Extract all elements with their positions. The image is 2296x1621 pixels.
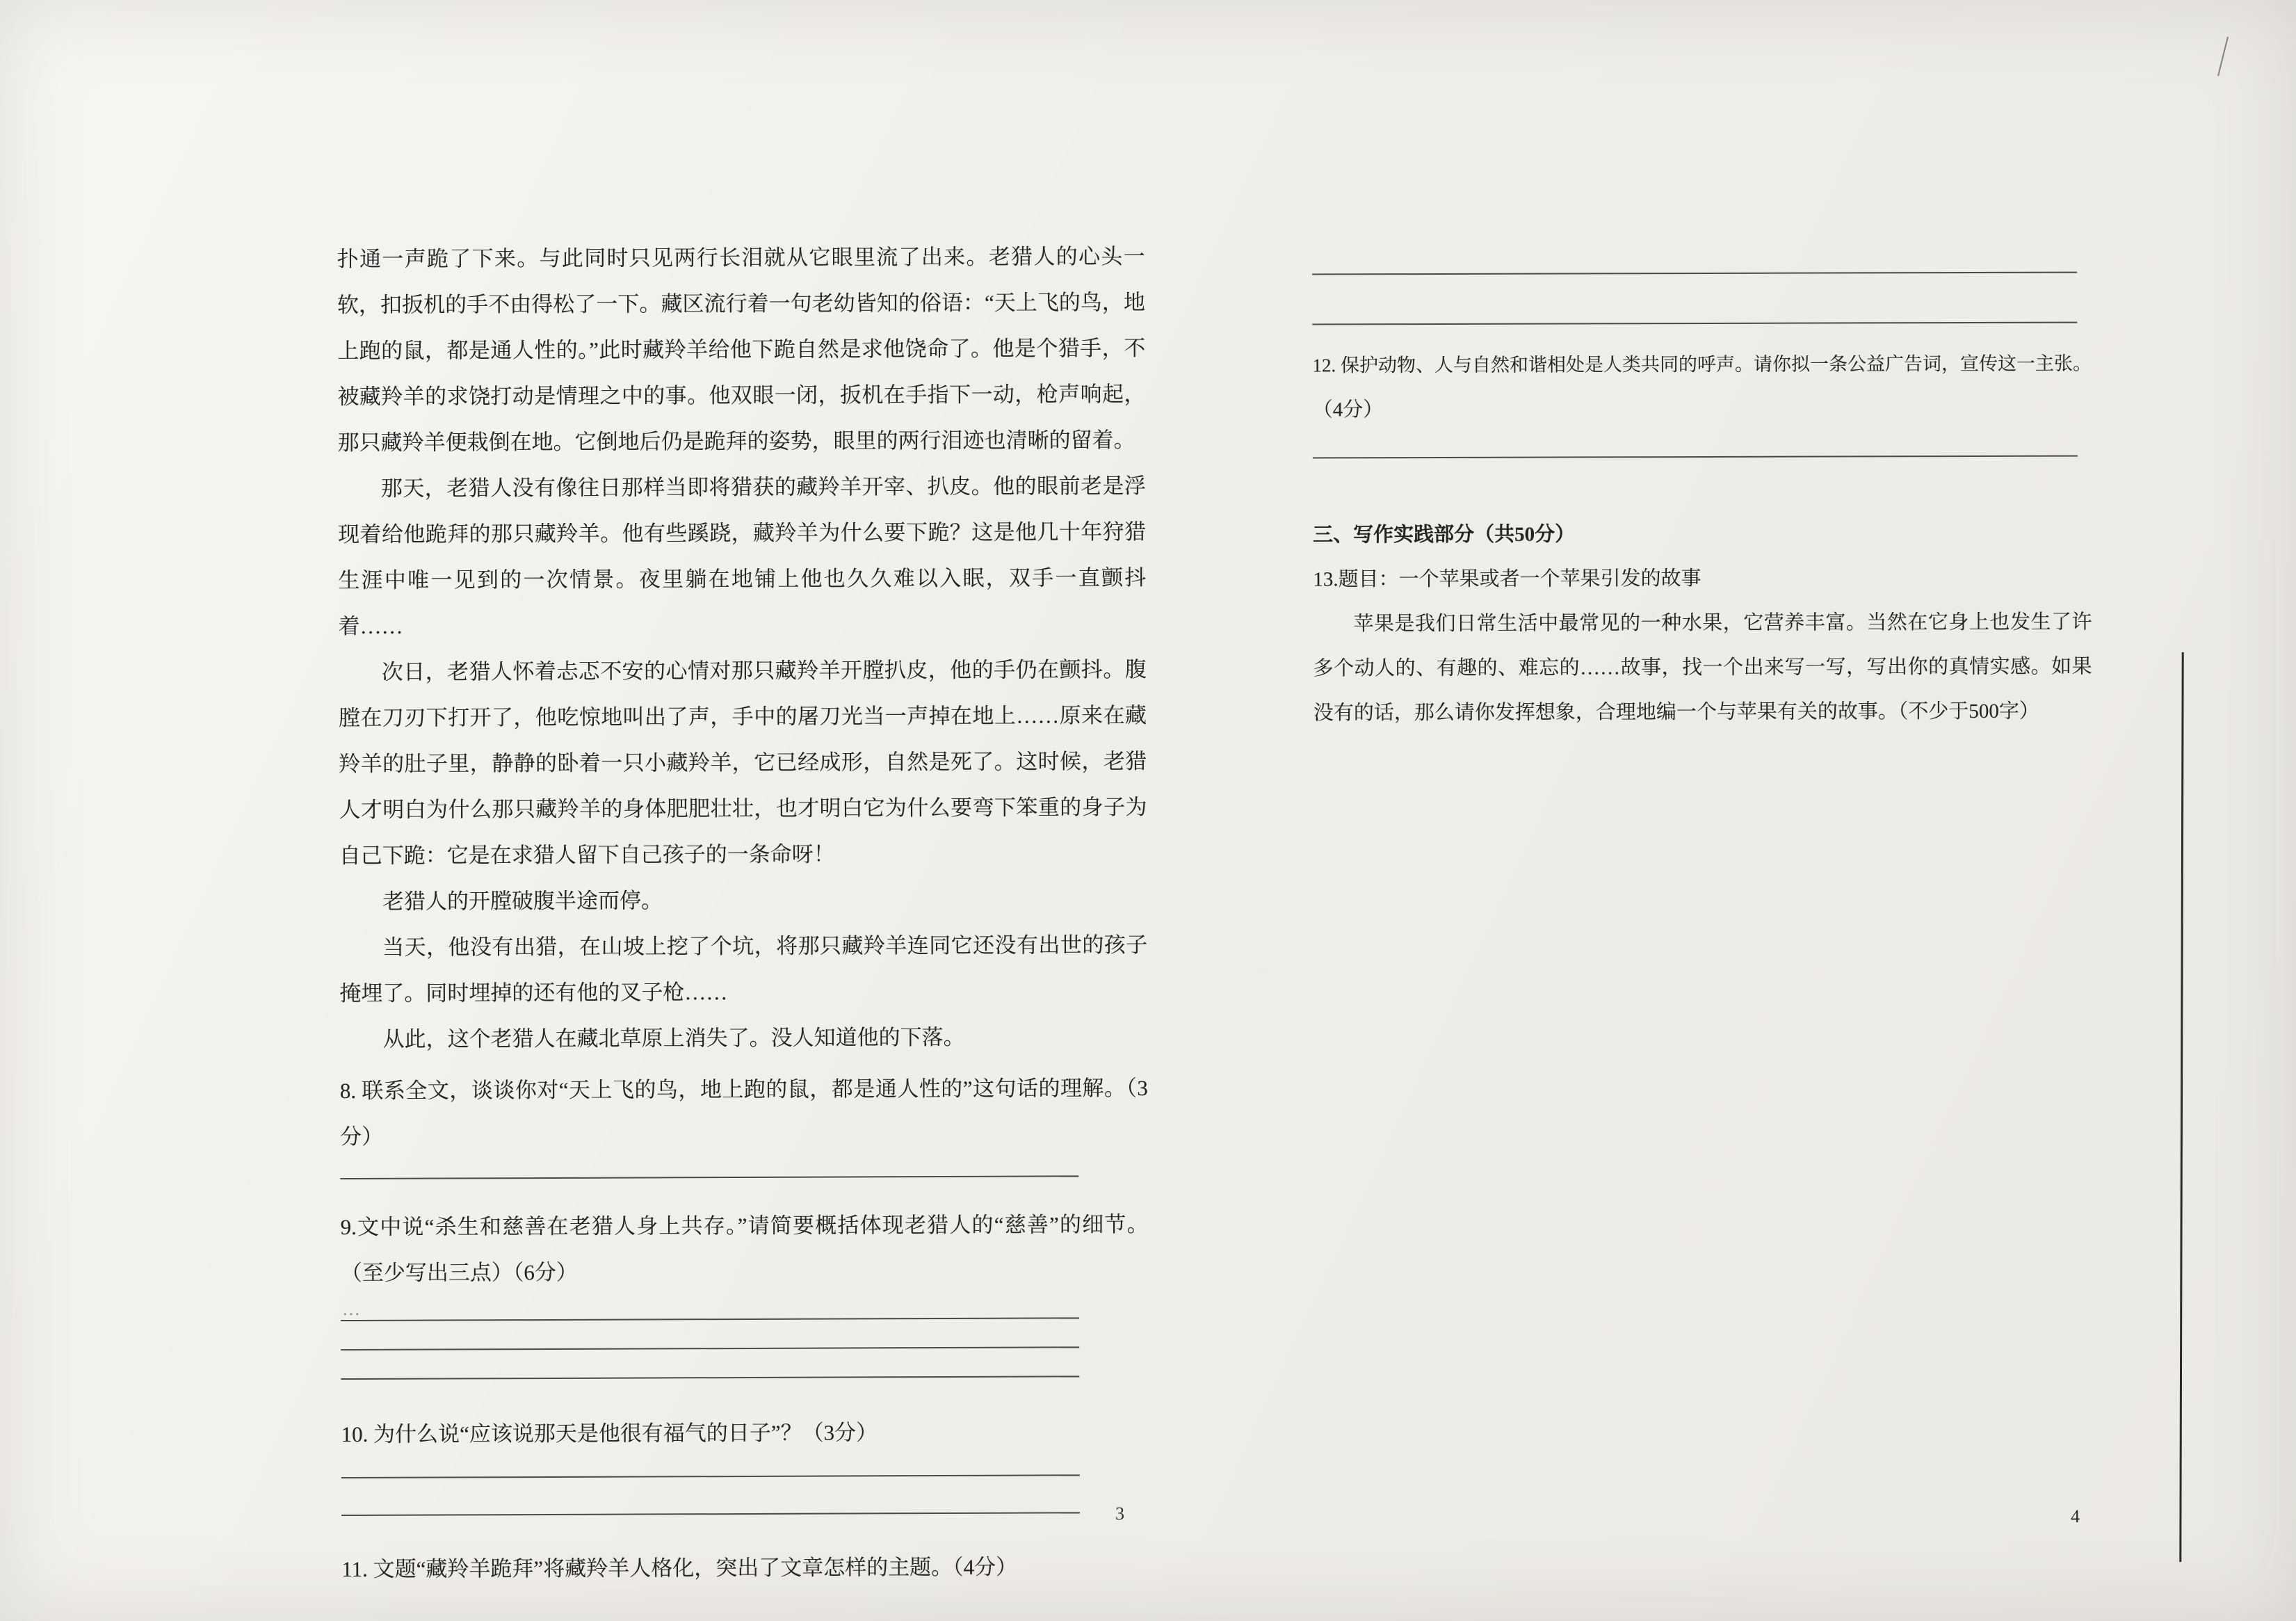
section-title-writing: 三、写作实践部分（共50分） <box>1313 523 1576 547</box>
answer-line <box>1313 455 2078 459</box>
story-paragraph: 那天，老猎人没有像往日那样当即将猎获的藏羚羊开宰、扒皮。他的眼前老是浮现着给他跪拜的那只藏羚羊。他有些蹊跷，藏羚羊为什么要下跪？这是他几十年狩猎生涯中唯一见到的一次情景。夜里躺在地铺上他也久久难以入眠，双手一直颤抖着…… <box>338 473 1147 639</box>
answer-line <box>341 1346 1079 1350</box>
question-13-body: 苹果是我们日常生活中最常见的一种水果，它营养丰富。当然在它身上也发生了许多个动人的、有趣的、难忘的……故事，找一个出来写一写，写出你的真情实感。如果没有的话，那么请你发挥想象，合理地编一个与苹果有关的故事。（不少于500字） <box>1313 611 2092 725</box>
question-10: 10. 为什么说“应该说那天是他很有福气的日子”？（3分） <box>341 1420 878 1447</box>
answer-line <box>1312 272 2077 275</box>
story-paragraph: 老猎人的开膛破腹半途而停。 <box>382 888 663 914</box>
question-11: 11. 文题“藏羚羊跪拜”将藏羚羊人格化，突出了文章怎样的主题。（4分） <box>341 1554 1018 1582</box>
scan-artifact-top-tick <box>2217 37 2229 76</box>
story-paragraph: 当天，他没有出猎，在山坡上挖了个坑，将那只藏羚羊连同它还没有出世的孩子掩埋了。同时埋掉的还有他的叉子枪…… <box>339 932 1148 1006</box>
page-4-text-column <box>1312 258 2092 736</box>
question-8: 8. 联系全文，谈谈你对“天上飞的鸟，地上跑的鼠，都是通人性的”这句话的理解。（3分） <box>339 1075 1148 1150</box>
question-9: 9.文中说“杀生和慈善在老猎人身上共存。”请简要概括体现老猎人的“慈善”的细节。（至少写出三点）（6分） <box>340 1211 1149 1286</box>
story-paragraph: 从此，这个老猎人在藏北草原上消失了。没人知道他的下落。 <box>382 1024 965 1051</box>
answer-line <box>341 1512 1080 1516</box>
question-12-score: （4分） <box>1312 398 1384 421</box>
page-number-4: 4 <box>2071 1506 2080 1526</box>
answer-line <box>1312 322 2077 325</box>
scan-artifact-dots: … <box>342 1299 363 1319</box>
story-paragraph: 次日，老猎人怀着忐忑不安的心情对那只藏羚羊开膛扒皮，他的手仍在颤抖。腹膛在刀刃下打开了，他吃惊地叫出了声，手中的屠刀光当一声掉在地上……原来在藏羚羊的肚子里，静静的卧着一只小藏羚羊，它已经成形，自然是死了。这时候，老猎人才明白为什么那只藏羚羊的身体肥肥壮壮，也才明白它为什么要弯下笨重的身子为自己下跪：它是在求猎人留下自己孩子的一条命呀！ <box>338 656 1147 869</box>
page-3-text-column <box>337 234 1150 1592</box>
story-paragraph: 扑通一声跪了下来。与此同时只见两行长泪就从它眼里流了出来。老猎人的心头一软，扣扳机的手不由得松了一下。藏区流行着一句老幼皆知的俗语：“天上飞的鸟，地上跑的鼠，都是通人性的。”此时藏羚羊给他下跪自然是求他饶命了。他是个猎手，不被藏羚羊的求饶打动是情理之中的事。他双眼一闭，扳机在手指下一动，枪声响起，那只藏羚羊便栽倒在地。它倒地后仍是跪拜的姿势，眼里的两行泪迹也清晰的留着。 <box>337 243 1146 455</box>
answer-line <box>341 1376 1079 1380</box>
question-13-title: 13.题目：一个苹果或者一个苹果引发的故事 <box>1313 567 1701 591</box>
answer-line <box>341 1317 1079 1321</box>
answer-line <box>341 1474 1080 1478</box>
scan-artifact-vertical-line <box>2179 652 2183 1562</box>
page-number-3: 3 <box>1115 1503 1124 1524</box>
question-12: 12. 保护动物、人与自然和谐相处是人类共同的呼声。请你拟一条公益广告词，宣传这一主张。 <box>1312 353 2092 376</box>
answer-line <box>340 1175 1078 1179</box>
